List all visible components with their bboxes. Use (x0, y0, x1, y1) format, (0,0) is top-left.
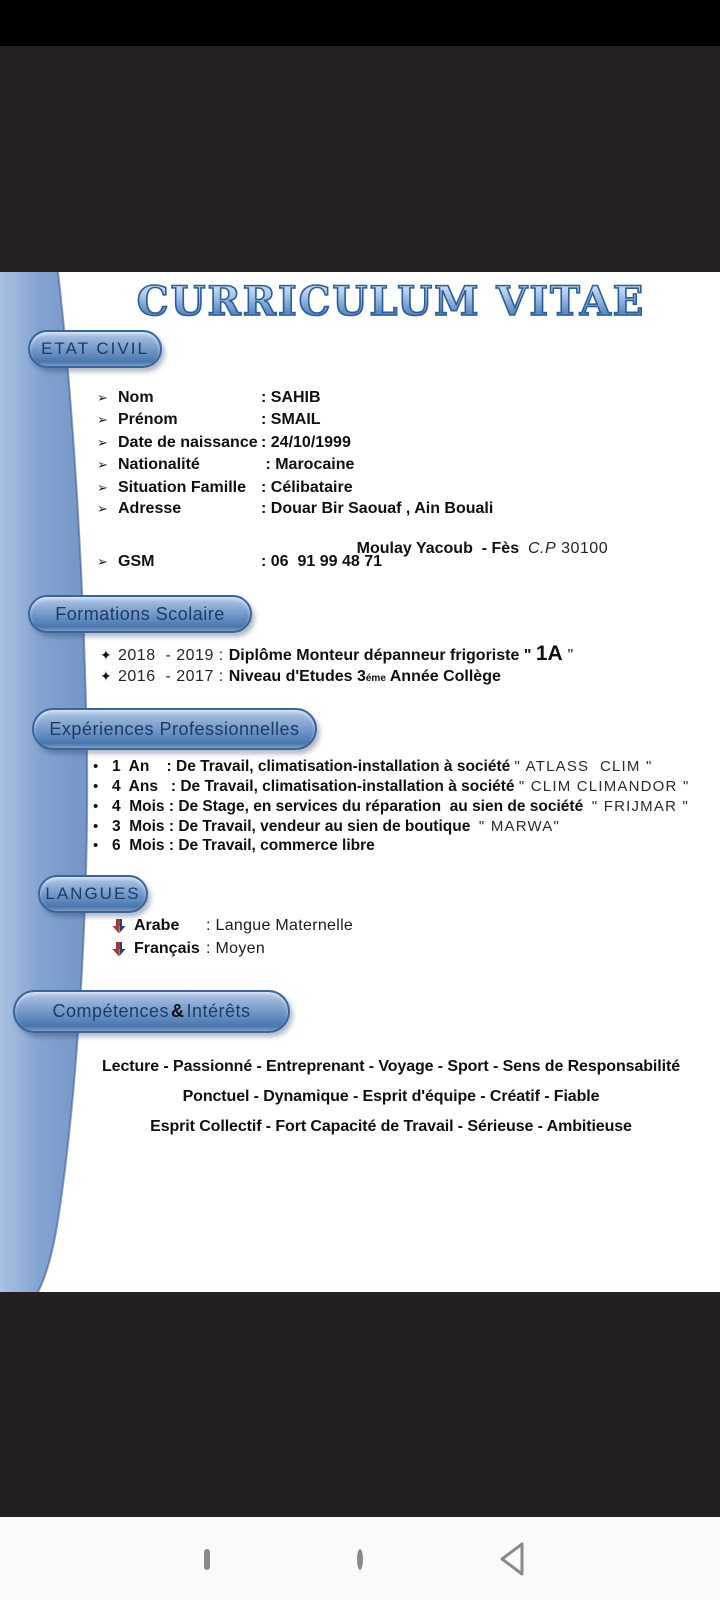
dot-bullet-icon: • (93, 818, 99, 835)
experience-item (93, 837, 375, 855)
experience-text: 6 Mois : De Travail, commerce libre (112, 837, 375, 854)
arrow-bullet-icon: ➢ (97, 435, 108, 450)
dot-bullet-icon: • (93, 837, 99, 854)
field-label: Nationalité (118, 456, 200, 473)
section-header-experiences (32, 708, 317, 750)
experience-text: 4 Mois : De Stage, en services du réparation au sien de société (112, 798, 592, 815)
competences-line: Lecture - Passionné - Entreprenant - Voyage - Sport - Sens de Responsabilité (101, 1058, 680, 1075)
back-icon[interactable] (495, 1540, 531, 1578)
field-value: : 24/10/1999 (261, 434, 351, 451)
arrow-bullet-icon: ➢ (97, 501, 108, 516)
field-label: GSM (118, 553, 155, 570)
arrow-bullet-icon: ➢ (97, 390, 108, 405)
experience-item (93, 818, 560, 836)
field-value: : Célibataire (261, 479, 353, 496)
experience-text: 4 Ans : De Travail, climatisation-installation à société (112, 778, 519, 795)
diamond-bullet-icon: ✦ (100, 647, 112, 663)
section-header-label: LANGUES (45, 884, 141, 903)
address-line2-text: Moulay Yacoub - Fès (356, 540, 528, 557)
experience-item (93, 778, 689, 796)
experience-company: " FRIJMAR " (591, 798, 689, 815)
left-blue-band (0, 272, 100, 1292)
language-item (112, 917, 353, 935)
diamond-bullet-icon: ✦ (100, 668, 112, 684)
formation-desc: Diplôme Monteur dépanneur frigoriste " (228, 647, 536, 664)
language-name: Français (134, 940, 200, 957)
formation-item (100, 668, 501, 686)
down-arrow-bullet-icon (112, 942, 126, 957)
section-header-competences (13, 990, 290, 1033)
home-circle-shape (357, 1549, 363, 1570)
formation-grade: 1A (535, 642, 563, 665)
dot-bullet-icon: • (93, 798, 99, 815)
competences-line: Esprit Collectif - Fort Capacité de Travail - Sérieuse - Ambitieuse (150, 1118, 632, 1135)
dot-bullet-icon: • (93, 778, 99, 795)
section-header-label: Compétences (52, 1001, 170, 1021)
field-adresse (97, 500, 493, 518)
field-date-naissance (97, 434, 351, 452)
arrow-bullet-icon: ➢ (97, 457, 108, 472)
back-triangle-shape (495, 1540, 531, 1578)
field-value: : SAHIB (261, 389, 321, 406)
language-item (112, 940, 265, 958)
experience-item (93, 798, 689, 816)
formation-period: 2018 - 2019 : (118, 647, 229, 664)
app-background-bottom (0, 1292, 720, 1517)
dot-bullet-icon: • (93, 758, 99, 775)
experience-text: 1 An : De Travail, climatisation-installation à société (112, 758, 515, 775)
postal-code-label: C.P (527, 540, 557, 557)
experience-item (93, 758, 653, 776)
section-header-formations (28, 595, 252, 633)
section-header-langues (38, 875, 148, 913)
arrow-bullet-icon: ➢ (97, 554, 108, 569)
field-label: Prénom (118, 411, 178, 428)
ampersand: & (171, 1001, 185, 1021)
down-arrow-bullet-icon (112, 919, 126, 934)
field-label: Adresse (118, 500, 182, 517)
formation-desc: Année Collège (385, 668, 501, 685)
field-situation-famille (97, 479, 353, 497)
experience-company: " CLIM CLIMANDOR " (518, 778, 690, 795)
language-level: : Langue Maternelle (206, 917, 354, 934)
section-header-etat-civil (28, 330, 162, 368)
page-title: CURRICULUM VITAE (136, 278, 646, 325)
home-icon[interactable] (342, 1542, 378, 1577)
formation-item (100, 642, 574, 666)
experience-text: 3 Mois : De Travail, vendeur au sien de boutique (112, 818, 479, 835)
arrow-bullet-icon: ➢ (97, 412, 108, 427)
field-label: Situation Famille (118, 479, 247, 496)
field-value: : Marocaine (261, 456, 355, 473)
formation-superscript: éme (365, 673, 386, 684)
field-value: : Douar Bir Saouaf , Ain Bouali (261, 500, 494, 517)
section-header-label: Intérêts (186, 1001, 251, 1021)
field-value: : 06 91 99 48 71 (261, 553, 382, 570)
experience-company: " MARWA" (478, 818, 561, 835)
recents-icon[interactable] (190, 1543, 223, 1575)
app-background-top (0, 46, 720, 272)
section-header-label: ETAT CIVIL (41, 339, 149, 358)
field-label: Date de naissance (118, 434, 258, 451)
formation-quote: " (562, 647, 574, 664)
field-nationalite (97, 456, 354, 474)
competences-line: Ponctuel - Dynamique - Esprit d'équipe - Créatif - Fiable (182, 1088, 600, 1105)
field-prenom (97, 411, 321, 429)
section-header-label: Formations Scolaire (55, 603, 225, 624)
language-name: Arabe (134, 917, 180, 934)
status-bar (0, 0, 720, 46)
field-gsm (97, 553, 382, 571)
recents-square-shape (204, 1549, 210, 1570)
formation-desc: Niveau d'Etudes 3 (228, 668, 366, 685)
language-level: : Moyen (206, 940, 266, 957)
cv-document-page[interactable] (0, 272, 720, 1292)
section-header-label: Expériences Professionnelles (49, 718, 300, 739)
field-nom (97, 389, 321, 407)
postal-code-value: 30100 (556, 540, 609, 557)
formation-period: 2016 - 2017 : (118, 668, 229, 685)
field-value: : SMAIL (261, 411, 321, 428)
experience-company: " ATLASS CLIM " (514, 758, 653, 775)
arrow-bullet-icon: ➢ (97, 480, 108, 495)
field-label: Nom (118, 389, 154, 406)
